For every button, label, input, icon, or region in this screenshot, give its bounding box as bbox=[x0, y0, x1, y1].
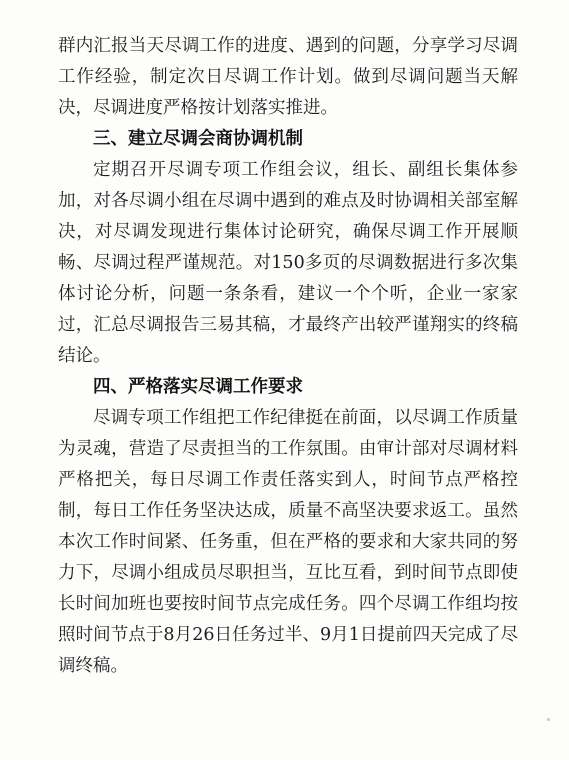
section-heading-3: 三、建立尽调会商协调机制 bbox=[93, 129, 303, 149]
scan-speck bbox=[547, 718, 550, 721]
paragraph-consultation: 定期召开尽调专项工作组会议，组长、副组长集体参加，对各尽调小组在尽调中遇到的难点及时协调相关部室解决，对尽调发现进行集体讨论研究，确保尽调工作开展顺畅、尽调过程严谨规范。对150多页的尽调数据进行多次集体讨论分析，问题一条条看，建议一个个听，企业一家家过，汇总尽调报告三易其稿，才最终产出较严谨翔实的终稿结论。 bbox=[58, 160, 518, 366]
paragraph-continuation: 群内汇报当天尽调工作的进度、遇到的问题，分享学习尽调工作经验，制定次日尽调工作计划。做到尽调问题当天解决，尽调进度严格按计划落实推进。 bbox=[58, 36, 518, 118]
paragraph-requirements: 尽调专项工作组把工作纪律挺在前面，以尽调工作质量为灵魂，营造了尽责担当的工作氛围。由审计部对尽调材料严格把关，每日尽调工作责任落实到人，时间节点严格控制，每日工作任务坚决达成，质量不高坚决要求返工。虽然本次工作时间紧、任务重，但在严格的要求和大家共同的努力下，尽调小组成员尽职担当，互比互看，到时间节点即使长时间加班也要按时间节点完成任务。四个尽调工作组均按照时间节点于8月26日任务过半、9月1日提前四天完成了尽调终稿。 bbox=[58, 408, 518, 676]
document-body bbox=[58, 31, 518, 682]
section-heading-4: 四、严格落实尽调工作要求 bbox=[93, 377, 303, 397]
